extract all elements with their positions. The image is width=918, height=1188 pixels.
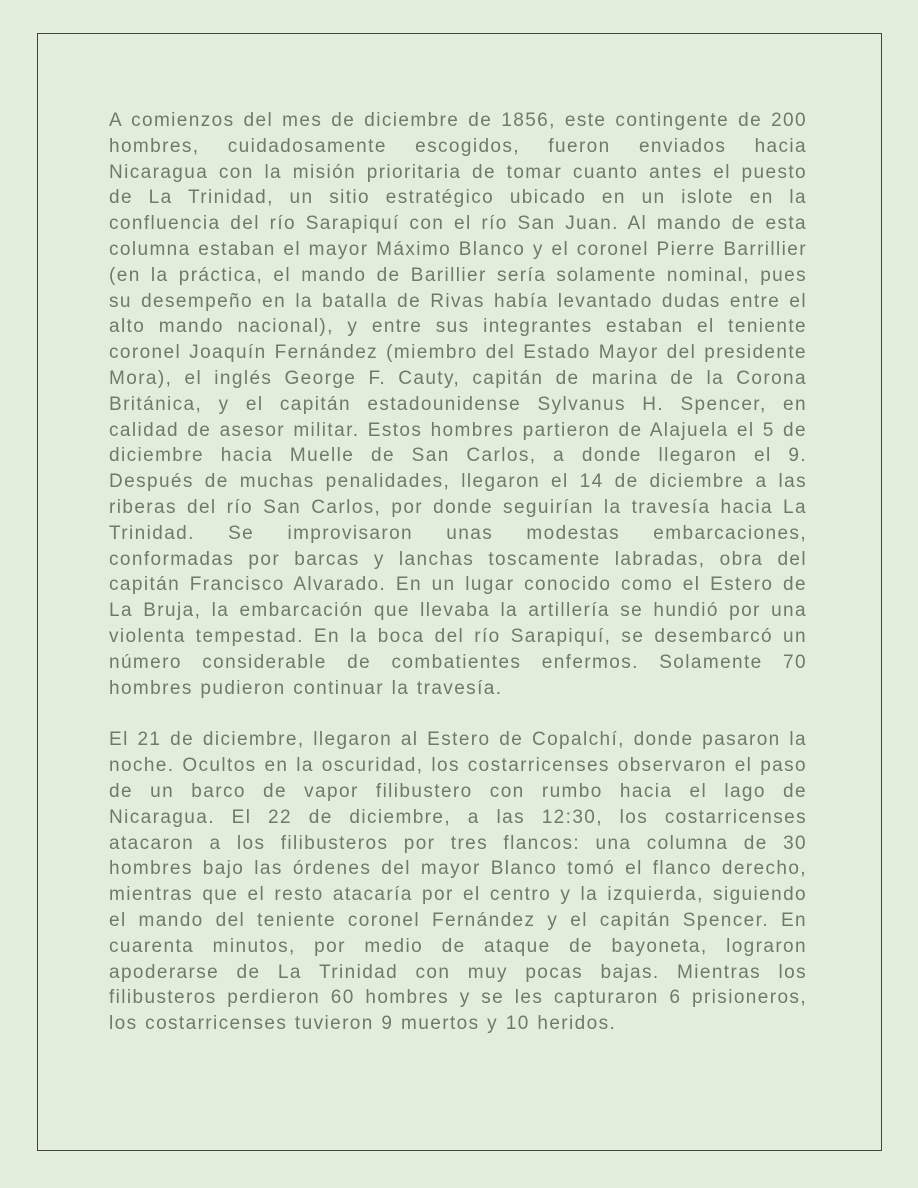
document-frame [37, 33, 882, 1151]
paragraph-battle: El 21 de diciembre, llegaron al Estero de Copalchí, donde pasaron la noche. Ocultos en la oscuridad, los costarricenses observaron el paso de un barco de vapor filibustero con rumbo hacia el lago de Nicaragua. El 22 de diciembre, a las 12:30, los costarricenses atacaron a los filibusteros por tres flancos: una columna de 30 hombres bajo las órdenes del mayor Blanco tomó el flanco derecho, mientras que el resto atacaría por el centro y la izquierda, siguiendo el mando del teniente coronel Fernández y el capitán Spencer. En cuarenta minutos, por medio de ataque de bayoneta, lograron apoderarse de La Trinidad con muy pocas bajas. Mientras los filibusteros perdieron 60 hombres y se les capturaron 6 prisioneros, los costarricenses tuvieron 9 muertos y 10 heridos. [109, 729, 807, 1035]
document-text-block [109, 108, 807, 1037]
paragraph-expedition: A comienzos del mes de diciembre de 1856, este contingente de 200 hombres, cuidadosamente escogidos, fueron enviados hacia Nicaragua con la misión prioritaria de tomar cuanto antes el puesto de La Trinidad, un sitio estratégico ubicado en un islote en la confluencia del río Sarapiquí con el río San Juan. Al mando de esta columna estaban el mayor Máximo Blanco y el coronel Pierre Barrillier (en la práctica, el mando de Barillier sería solamente nominal, pues su desempeño en la batalla de Rivas había levantado dudas entre el alto mando nacional), y entre sus integrantes estaban el teniente coronel Joaquín Fernández (miembro del Estado Mayor del presidente Mora), el inglés George F. Cauty, capitán de marina de la Corona Británica, y el capitán estadounidense Sylvanus H. Spencer, en calidad de asesor militar. Estos hombres partieron de Alajuela el 5 de diciembre hacia Muelle de San Carlos, a donde llegaron el 9. Después de muchas penalidades, llegaron el 14 de diciembre a las riberas del río San Carlos, por donde seguirían la travesía hacia La Trinidad. Se improvisaron unas modestas embarcaciones, conformadas por barcas y lanchas toscamente labradas, obra del capitán Francisco Alvarado. En un lugar conocido como el Estero de La Bruja, la embarcación que llevaba la artillería se hundió por una violenta tempestad. En la boca del río Sarapiquí, se desembarcó un número considerable de combatientes enfermos. Solamente 70 hombres pudieron continuar la travesía. [109, 110, 807, 699]
